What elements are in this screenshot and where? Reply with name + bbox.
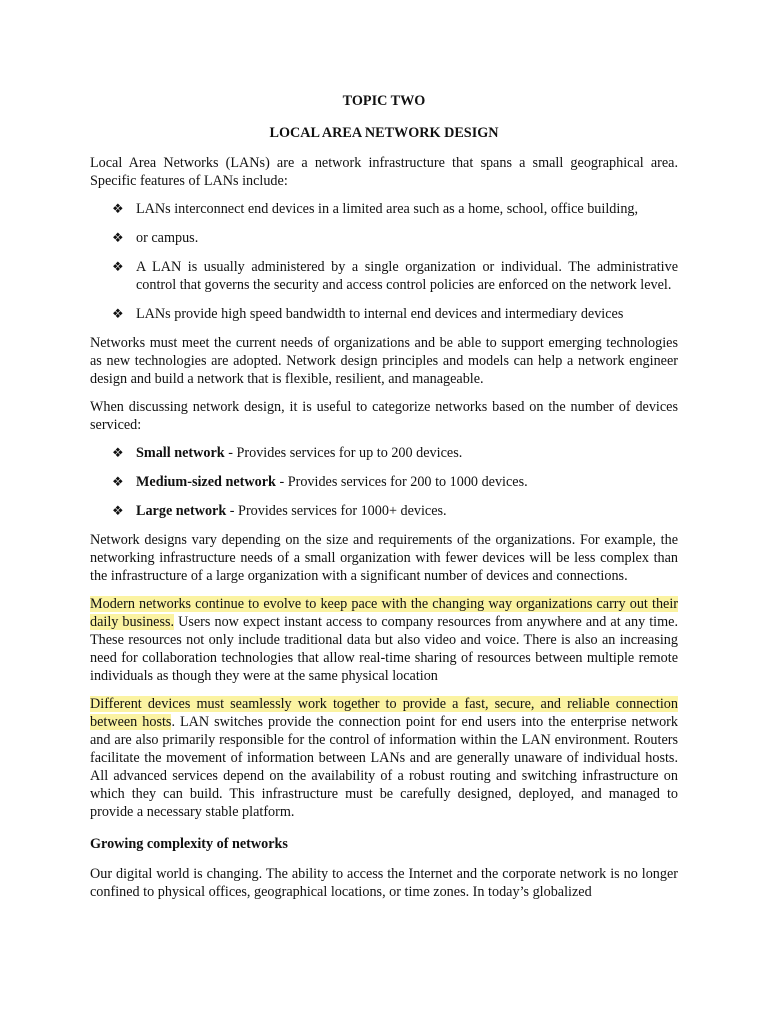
categorize-paragraph: When discussing network design, it is useful to categorize networks based on the number of devices serviced: bbox=[90, 399, 678, 433]
list-item bbox=[90, 229, 678, 247]
size-desc: - Provides services for up to 200 devices. bbox=[224, 445, 463, 461]
list-item bbox=[90, 305, 678, 323]
list-item bbox=[90, 444, 678, 462]
list-item bbox=[90, 502, 678, 520]
diamond-bullet-icon: ❖ bbox=[112, 230, 124, 245]
highlighted-text: Different devices must seamlessly work together to provide a fast, secure, and reliable connection between hosts bbox=[90, 696, 678, 730]
digital-world-paragraph: Our digital world is changing. The ability to access the Internet and the corporate network is no longer confined to physical offices, geographical locations, or time zones. In today’s globalized bbox=[90, 866, 678, 900]
size-term: Large network bbox=[136, 503, 227, 519]
diamond-bullet-icon: ❖ bbox=[112, 503, 124, 518]
topic-heading: TOPIC TWO bbox=[342, 93, 426, 109]
list-item bbox=[90, 200, 678, 218]
diamond-bullet-icon: ❖ bbox=[112, 306, 124, 321]
design-vary-paragraph: Network designs vary depending on the size and requirements of the organizations. For example, the networking infrastructure needs of a small organization with fewer devices will be less complex than the infrastructure of a large organization with a significant number of devices and connections. bbox=[90, 532, 678, 584]
network-sizes-list bbox=[90, 444, 678, 520]
list-item-text: LANs interconnect end devices in a limited area such as a home, school, office building, bbox=[136, 201, 639, 217]
list-item-text: LANs provide high speed bandwidth to internal end devices and intermediary devices bbox=[136, 306, 624, 322]
networks-paragraph: Networks must meet the current needs of organizations and be able to support emerging technologies as new technologies are adopted. Network design principles and models can help a network engineer design and build a network that is flexible, resilient, and manageable. bbox=[90, 335, 678, 387]
diamond-bullet-icon: ❖ bbox=[112, 474, 124, 489]
intro-paragraph: Local Area Networks (LANs) are a network infrastructure that spans a small geographical area. Specific features of LANs include: bbox=[90, 155, 678, 189]
modern-networks-paragraph bbox=[90, 595, 678, 685]
diamond-bullet-icon: ❖ bbox=[112, 259, 124, 274]
list-item bbox=[90, 473, 678, 491]
page-title: LOCAL AREA NETWORK DESIGN bbox=[269, 125, 499, 141]
lan-features-list bbox=[90, 200, 678, 323]
list-item-text: or campus. bbox=[136, 230, 199, 246]
size-desc: - Provides services for 1000+ devices. bbox=[226, 503, 447, 519]
diamond-bullet-icon: ❖ bbox=[112, 445, 124, 460]
size-desc: - Provides services for 200 to 1000 devices. bbox=[275, 474, 528, 490]
size-term: Medium-sized network bbox=[136, 474, 276, 490]
paragraph-text: Users now expect instant access to company resources from anywhere and at any time. These resources not only include traditional data but also video and voice. There is also an increasing need for collaboration technologies that allow real-time sharing of resources between multiple remote individuals as though they were at the same physical location bbox=[90, 614, 678, 684]
size-term: Small network bbox=[136, 445, 225, 461]
list-item-text: A LAN is usually administered by a single organization or individual. The administrative control that governs the security and access control policies are enforced on the network level. bbox=[136, 259, 678, 293]
list-item bbox=[90, 258, 678, 294]
devices-paragraph bbox=[90, 695, 678, 821]
paragraph-text: . LAN switches provide the connection point for end users into the enterprise network and are also primarily responsible for the control of information within the LAN environment. Routers facilitate the movement of information between LANs and are generally unaware of individual hosts. All advanced services depend on the availability of a robust routing and switching infrastructure on which they can build. This infrastructure must be carefully designed, deployed, and managed to provide a necessary stable platform. bbox=[90, 714, 678, 820]
section-heading: Growing complexity of networks bbox=[90, 836, 288, 852]
diamond-bullet-icon: ❖ bbox=[112, 201, 124, 216]
highlighted-text: Modern networks continue to evolve to keep pace with the changing way organizations carry out their daily business. bbox=[90, 596, 678, 630]
